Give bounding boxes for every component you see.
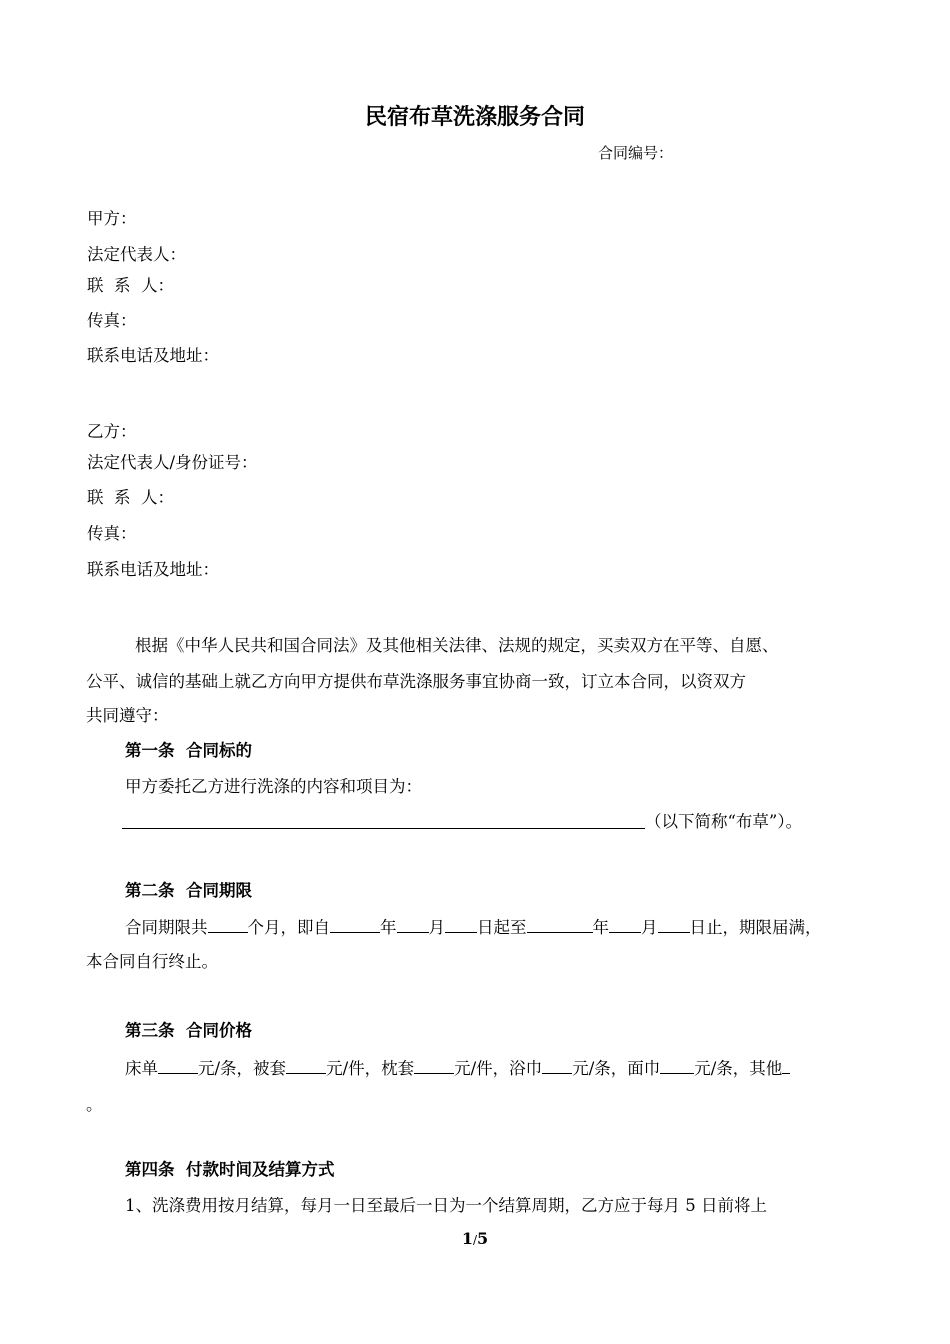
article1-text: 甲方委托乙方进行洗涤的内容和项目为： — [125, 777, 422, 796]
party-a-fax: 传真： — [87, 311, 137, 330]
total-pages: 5 — [477, 1229, 489, 1248]
blank-bedsheet-price[interactable] — [158, 1057, 198, 1074]
party-b-fax: 传真： — [87, 524, 137, 543]
article1-heading: 第一条 合同标的 — [125, 741, 252, 760]
article1-suffix: （以下简称“布草”）。 — [645, 812, 803, 831]
blank-face-towel-price[interactable] — [660, 1057, 694, 1074]
text-segment: 元/件，枕套 — [326, 1059, 415, 1078]
fill-in-line[interactable] — [122, 828, 645, 829]
article4-heading: 第四条 付款时间及结算方式 — [125, 1160, 335, 1179]
text-segment: 个月，即自 — [247, 918, 330, 937]
party-b-name: 乙方： — [87, 422, 137, 441]
party-b-phone-address: 联系电话及地址： — [87, 560, 219, 579]
text-segment: 日起至 — [477, 918, 527, 937]
article2-term-line — [125, 916, 822, 938]
blank-pillowcase-price[interactable] — [414, 1057, 454, 1074]
text-segment: 元/件，浴巾 — [454, 1059, 543, 1078]
article3-line2: 。 — [86, 1095, 103, 1114]
preamble-line: 共同遵守： — [86, 706, 169, 725]
blank-months[interactable] — [208, 916, 248, 933]
blank-start-year[interactable] — [330, 916, 380, 933]
document-title: 民宿布草洗涤服务合同 — [364, 105, 585, 130]
text-segment: 合同期限共 — [125, 918, 208, 937]
blank-start-day[interactable] — [445, 916, 477, 933]
blank-end-month[interactable] — [609, 916, 641, 933]
party-a-name: 甲方： — [87, 209, 137, 228]
blank-bath-towel-price[interactable] — [542, 1057, 572, 1074]
text-segment: 元/条，其他 — [694, 1059, 783, 1078]
page-separator: / — [472, 1233, 478, 1247]
party-b-rep: 法定代表人/身份证号： — [87, 453, 258, 472]
text-segment: 元/条，被套 — [198, 1059, 287, 1078]
blank-end-year[interactable] — [527, 916, 593, 933]
current-page: 1 — [461, 1229, 473, 1248]
party-a-rep: 法定代表人： — [87, 245, 186, 264]
article3-price-line — [125, 1057, 790, 1079]
article2-line2: 本合同自行终止。 — [86, 952, 218, 971]
text-segment: 年 — [592, 918, 609, 937]
article4-text: 1、洗涤费用按月结算，每月一日至最后一日为一个结算周期，乙方应于每月 5 日前将上 — [125, 1196, 767, 1215]
blank-end-day[interactable] — [658, 916, 690, 933]
party-a-contact: 联 系 人： — [87, 276, 174, 295]
contract-number-label: 合同编号： — [598, 144, 674, 162]
blank-duvet-price[interactable] — [286, 1057, 326, 1074]
party-a-phone-address: 联系电话及地址： — [87, 346, 219, 365]
blank-start-month[interactable] — [397, 916, 429, 933]
article2-heading: 第二条 合同期限 — [125, 881, 252, 900]
blank-other[interactable] — [782, 1057, 790, 1074]
text-segment: 年 — [380, 918, 397, 937]
text-segment: 月 — [428, 918, 445, 937]
text-segment: 日止，期限届满， — [689, 918, 822, 937]
preamble-line: 公平、诚信的基础上就乙方向甲方提供布草洗涤服务事宜协商一致，订立本合同，以资双方 — [86, 672, 746, 691]
text-segment: 床单 — [125, 1059, 158, 1078]
article3-heading: 第三条 合同价格 — [125, 1021, 252, 1040]
text-segment: 元/条，面巾 — [572, 1059, 661, 1078]
preamble-line: 根据《中华人民共和国合同法》及其他相关法律、法规的规定，买卖双方在平等、自愿、 — [135, 636, 779, 655]
party-b-contact: 联 系 人： — [87, 488, 174, 507]
page-number — [0, 1229, 950, 1250]
text-segment: 月 — [641, 918, 658, 937]
